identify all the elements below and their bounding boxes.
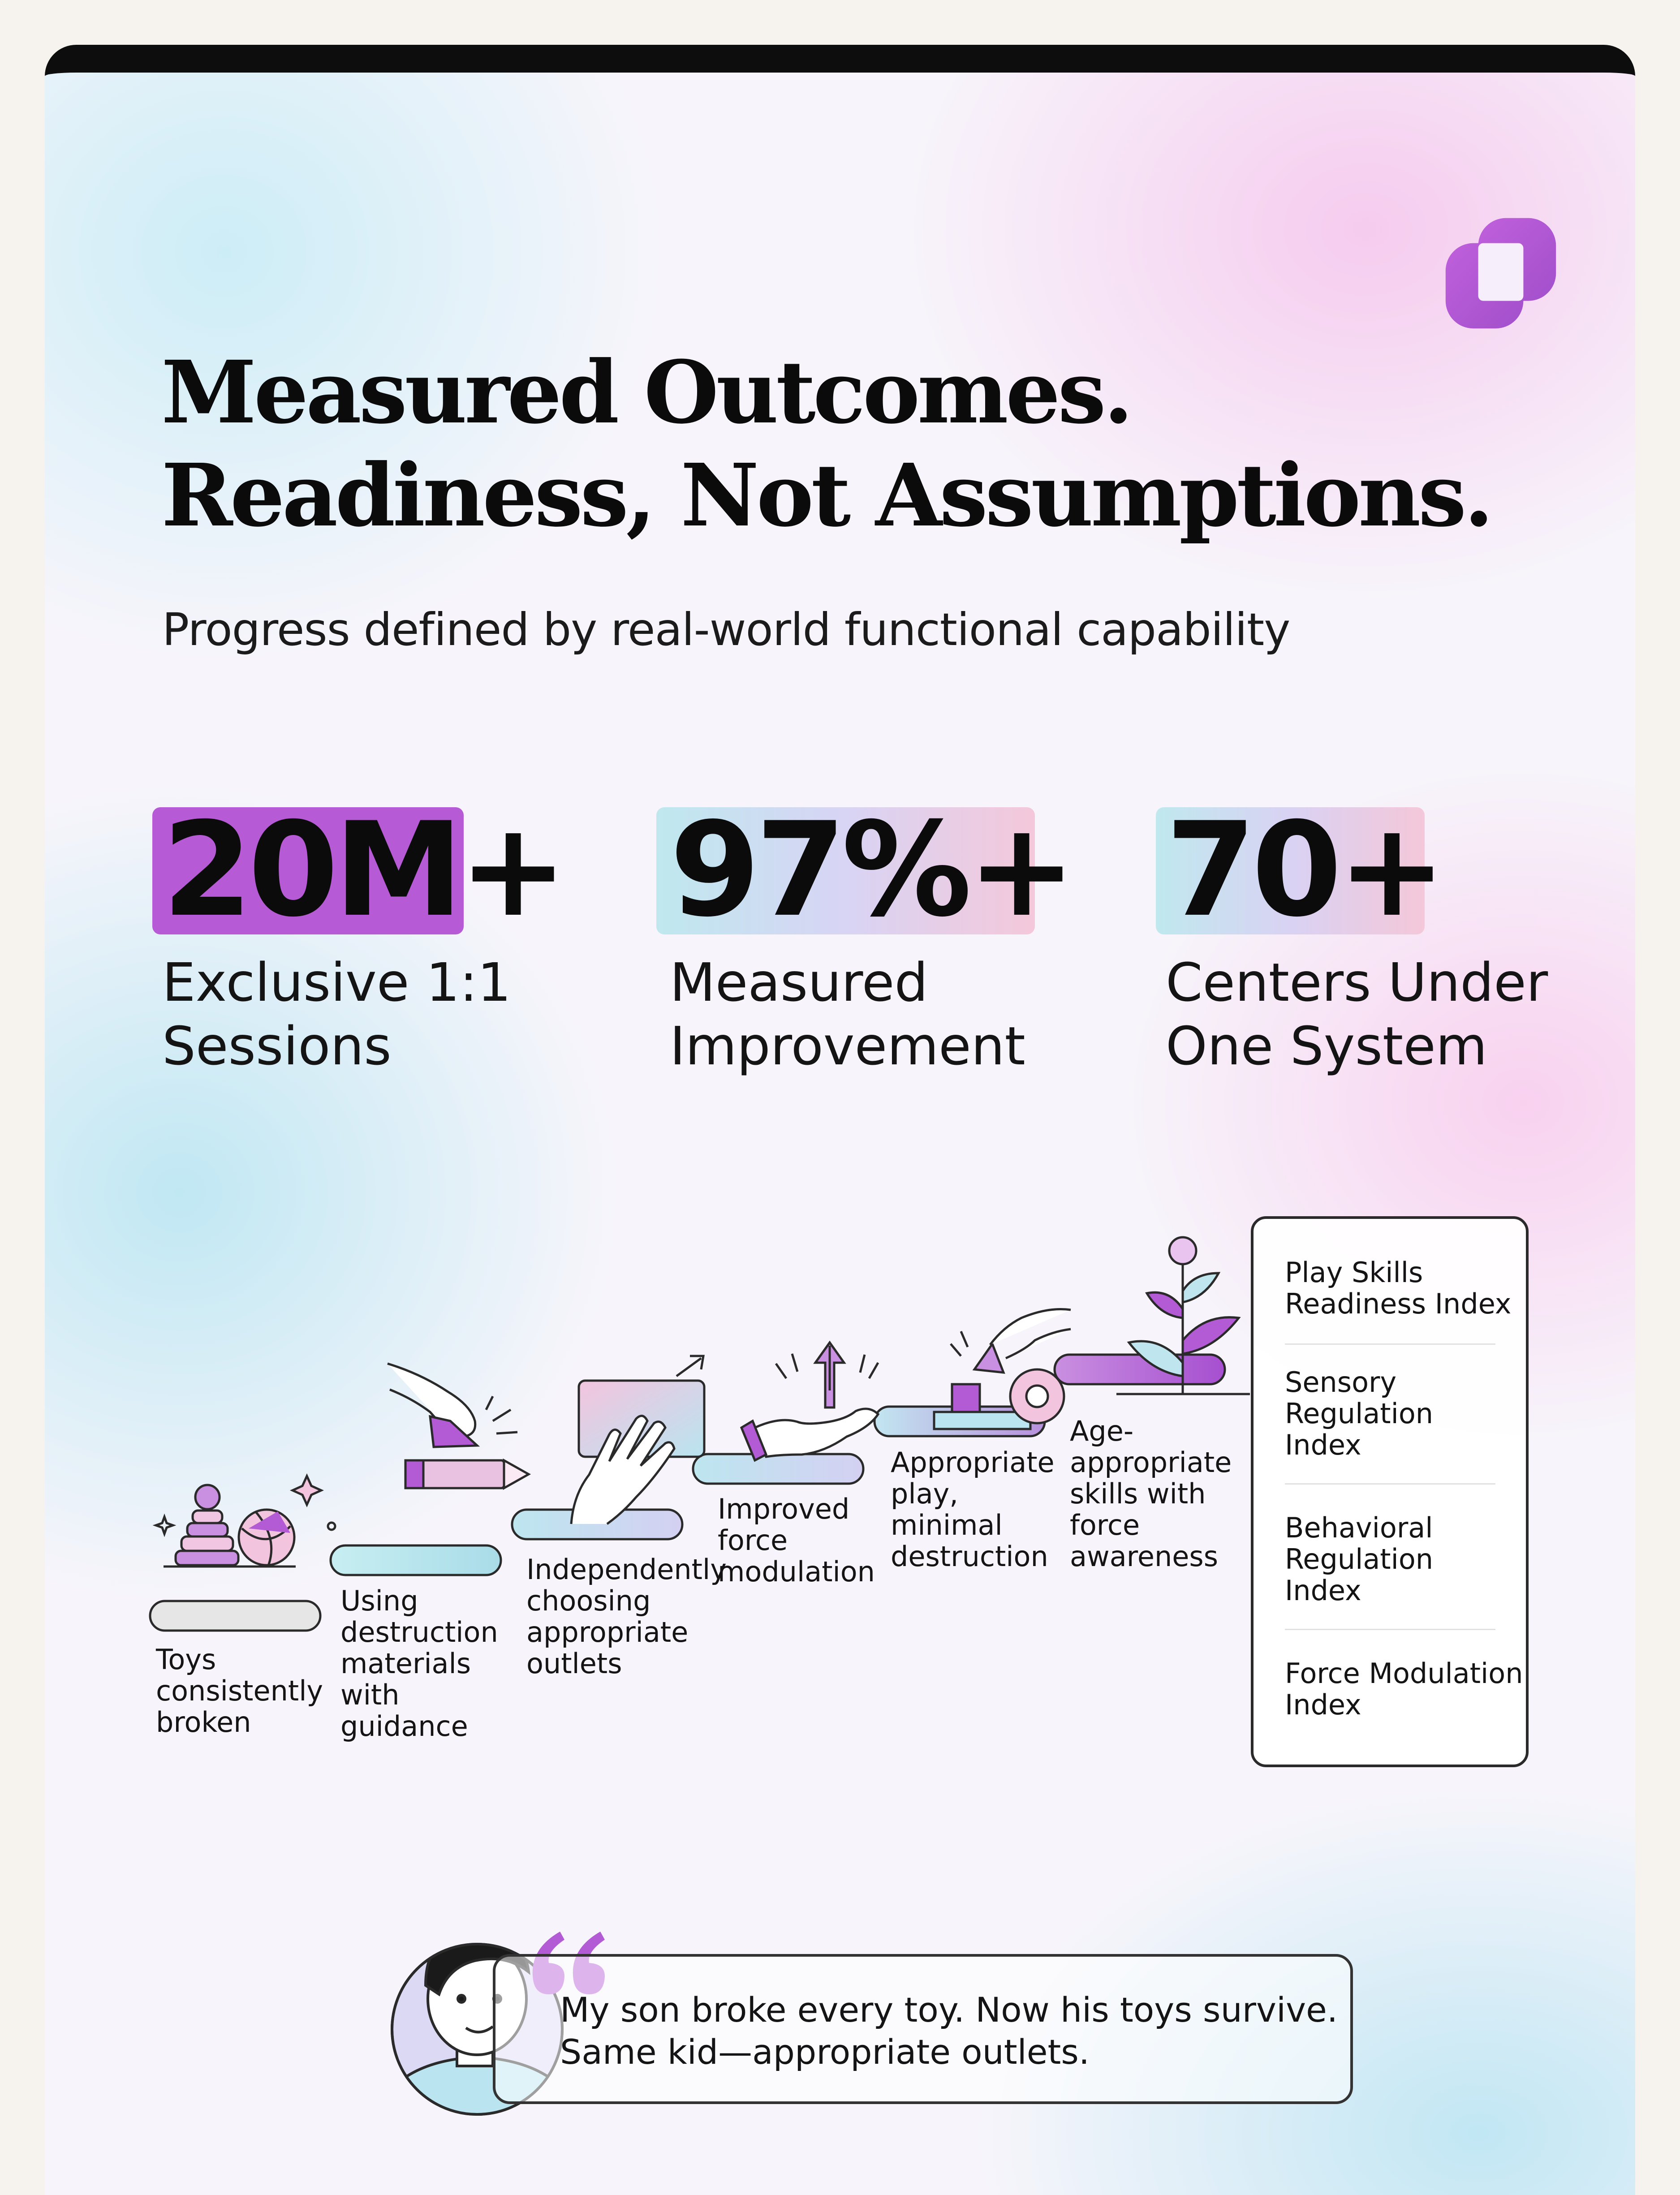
step-label-line: minimal	[891, 1509, 1003, 1541]
stat-label-line: Sessions	[162, 1015, 392, 1077]
testimonial-line: My son broke every toy. Now his toys survive.	[560, 1990, 1338, 2030]
title-line: Measured Outcomes.	[161, 342, 1131, 443]
index-line: Readiness Index	[1285, 1287, 1512, 1320]
step-label-6	[1070, 1416, 1232, 1572]
step-label-2	[340, 1585, 498, 1742]
index-line: Sensory	[1285, 1366, 1397, 1399]
step-label-line: broken	[156, 1706, 251, 1739]
stat-label-line: Centers Under	[1166, 951, 1548, 1013]
step-label-line: choosing	[526, 1584, 651, 1617]
open-hand-arrow-icon	[741, 1343, 878, 1460]
step-label-line: appropriate	[526, 1616, 689, 1648]
step-label-line: destruction	[340, 1616, 498, 1648]
step-label-line: awareness	[1070, 1540, 1219, 1573]
step-label-line: appropriate	[1070, 1446, 1232, 1479]
stat-number: 20M	[162, 795, 459, 946]
stat-label-line: One System	[1166, 1015, 1487, 1077]
step-label-line: destruction	[891, 1540, 1048, 1573]
step-label-line: with	[340, 1679, 400, 1711]
divider	[1285, 1343, 1495, 1345]
stat-number: 97%+	[670, 795, 1072, 946]
index-line: Regulation	[1285, 1543, 1434, 1575]
step-label-line: Appropriate	[891, 1446, 1055, 1479]
toy-stack-icon	[156, 1476, 335, 1567]
testimonial-line: Same kid—appropriate outlets.	[560, 2032, 1090, 2072]
index-line: Index	[1285, 1688, 1361, 1721]
index-line: Index	[1285, 1574, 1361, 1607]
hand-on-tablet-icon	[571, 1356, 704, 1524]
page-subtitle: Progress defined by real-world functional capability	[162, 603, 1290, 656]
stat-suffix: +	[459, 795, 564, 946]
step-label-line: force	[1070, 1509, 1140, 1541]
index-item-sensory	[1285, 1367, 1500, 1461]
step-label-line: modulation	[718, 1555, 875, 1588]
step-label-line: outlets	[526, 1647, 622, 1680]
step-label-line: play,	[891, 1477, 958, 1510]
step-label-line: guidance	[340, 1710, 468, 1743]
testimonial-text	[560, 1989, 1338, 2073]
index-item-force	[1285, 1657, 1523, 1721]
step-label-line: Independently	[526, 1553, 727, 1586]
step-bar-6	[1055, 1355, 1225, 1384]
index-line: Behavioral	[1285, 1511, 1433, 1544]
index-item-play-skills	[1285, 1256, 1512, 1320]
divider	[1285, 1629, 1495, 1630]
step-label-line: force	[718, 1524, 788, 1557]
step-label-5	[891, 1447, 1055, 1572]
index-line: Force Modulation	[1285, 1657, 1523, 1690]
stat-label-line: Exclusive 1:1	[162, 951, 511, 1013]
index-line: Play Skills	[1285, 1256, 1423, 1289]
index-line: Regulation	[1285, 1397, 1434, 1430]
title-line: Readiness, Not Assumptions.	[161, 445, 1491, 546]
infographic-card	[45, 45, 1635, 2195]
step-label-3	[526, 1554, 727, 1679]
step-label-line: materials	[340, 1647, 471, 1680]
stat-label-line: Measured	[670, 951, 928, 1013]
step-label-line: skills with	[1070, 1477, 1206, 1510]
step-bar-1	[150, 1601, 320, 1631]
stat-number: 70+	[1166, 795, 1442, 946]
step-label-line: Using	[340, 1584, 418, 1617]
index-item-behavioral	[1285, 1512, 1500, 1606]
step-label-line: Age-	[1070, 1415, 1134, 1447]
step-label-1	[156, 1644, 323, 1738]
step-bar-2	[331, 1545, 501, 1575]
stat-label-line: Improvement	[670, 1015, 1025, 1077]
index-line: Index	[1285, 1429, 1361, 1461]
step-bar-4	[693, 1454, 863, 1484]
step-label-line: consistently	[156, 1674, 323, 1707]
step-label-line: Improved	[718, 1493, 850, 1525]
guided-hand-icon	[388, 1364, 529, 1488]
divider	[1285, 1483, 1495, 1485]
step-label-4	[718, 1493, 875, 1588]
hand-placing-blocks-icon	[934, 1309, 1071, 1429]
index-list	[1251, 1216, 1529, 1767]
progression-illustration	[45, 73, 1635, 2195]
step-label-line: Toys	[156, 1643, 216, 1676]
